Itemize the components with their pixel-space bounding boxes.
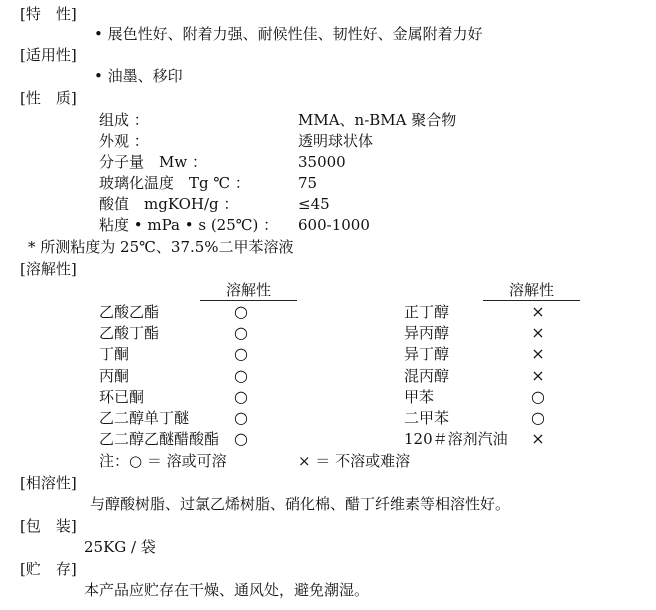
spec-value: 35000	[298, 153, 346, 171]
packaging-header: [包 装]	[20, 517, 77, 535]
properties-header: [特 性]	[20, 5, 77, 23]
solubility-legend-soluble: 注：○ ＝ 溶或可溶	[99, 452, 227, 470]
solubility-header: [溶解性]	[20, 260, 77, 278]
solvent-name: 异丁醇	[404, 345, 450, 363]
solvent-name: 乙酸乙酯	[99, 303, 160, 321]
properties-item: • 展色性好、附着力强、耐候性佳、韧性好、金属附着力好	[94, 25, 483, 43]
compatibility-text: 与醇酸树脂、过氯乙烯树脂、硝化棉、醋丁纤维素等相溶性好。	[90, 495, 511, 513]
insoluble-icon: ×	[531, 344, 545, 363]
solvent-name: 丁酮	[99, 345, 130, 363]
soluble-icon: ○	[531, 387, 545, 406]
soluble-icon: ○	[234, 408, 248, 427]
solvent-name: 混丙醇	[404, 367, 450, 385]
solubility-column-header-left: 溶解性	[200, 280, 297, 301]
solvent-name: 二甲苯	[404, 409, 450, 427]
solubility-legend-insoluble: × ＝ 不溶或难溶	[298, 452, 411, 470]
spec-label: 分子量 Mw ：	[99, 153, 207, 171]
soluble-icon: ○	[234, 323, 248, 342]
insoluble-icon: ×	[531, 323, 545, 342]
spec-value: 75	[298, 174, 318, 192]
spec-value: ≤45	[298, 195, 330, 213]
soluble-icon: ○	[531, 408, 545, 427]
spec-label: 粘度 • mPa • s (25℃) ：	[99, 216, 279, 234]
solvent-name: 120＃溶剂汽油	[404, 430, 508, 448]
solvent-name: 乙酸丁酯	[99, 324, 160, 342]
spec-label: 酸值 mgKOH/g ：	[99, 195, 239, 213]
viscosity-note: * 所测粘度为 25℃、37.5%二甲苯溶液	[28, 238, 294, 256]
solvent-name: 甲苯	[404, 388, 435, 406]
storage-text: 本产品应贮存在干燥、通风处，避免潮湿。	[84, 581, 370, 599]
insoluble-icon: ×	[531, 429, 545, 448]
spec-value: MMA、n-BMA 聚合物	[298, 111, 457, 129]
soluble-icon: ○	[234, 429, 248, 448]
solubility-column-header-right: 溶解性	[483, 280, 580, 301]
applications-header: [适用性]	[20, 46, 77, 64]
soluble-icon: ○	[234, 366, 248, 385]
solvent-name: 乙二醇单丁醚	[99, 409, 190, 427]
specs-header: [性 质]	[20, 89, 77, 107]
insoluble-icon: ×	[531, 302, 545, 321]
spec-label: 组成 ：	[99, 111, 149, 129]
applications-item: • 油墨、移印	[94, 67, 183, 85]
compatibility-header: [相溶性]	[20, 474, 77, 492]
solvent-name: 异丙醇	[404, 324, 450, 342]
spec-label: 玻璃化温度 Tg ℃ ：	[99, 174, 250, 192]
solvent-name: 环已酮	[99, 388, 145, 406]
solvent-name: 乙二醇乙醚醋酸酯	[99, 430, 220, 448]
solvent-name: 丙酮	[99, 367, 130, 385]
insoluble-icon: ×	[531, 366, 545, 385]
spec-value: 透明球状体	[298, 132, 374, 150]
spec-label: 外观 ：	[99, 132, 149, 150]
storage-header: [贮 存]	[20, 560, 77, 578]
soluble-icon: ○	[234, 302, 248, 321]
spec-value: 600-1000	[298, 216, 370, 234]
packaging-text: 25KG / 袋	[84, 538, 156, 556]
soluble-icon: ○	[234, 387, 248, 406]
soluble-icon: ○	[234, 344, 248, 363]
solvent-name: 正丁醇	[404, 303, 450, 321]
